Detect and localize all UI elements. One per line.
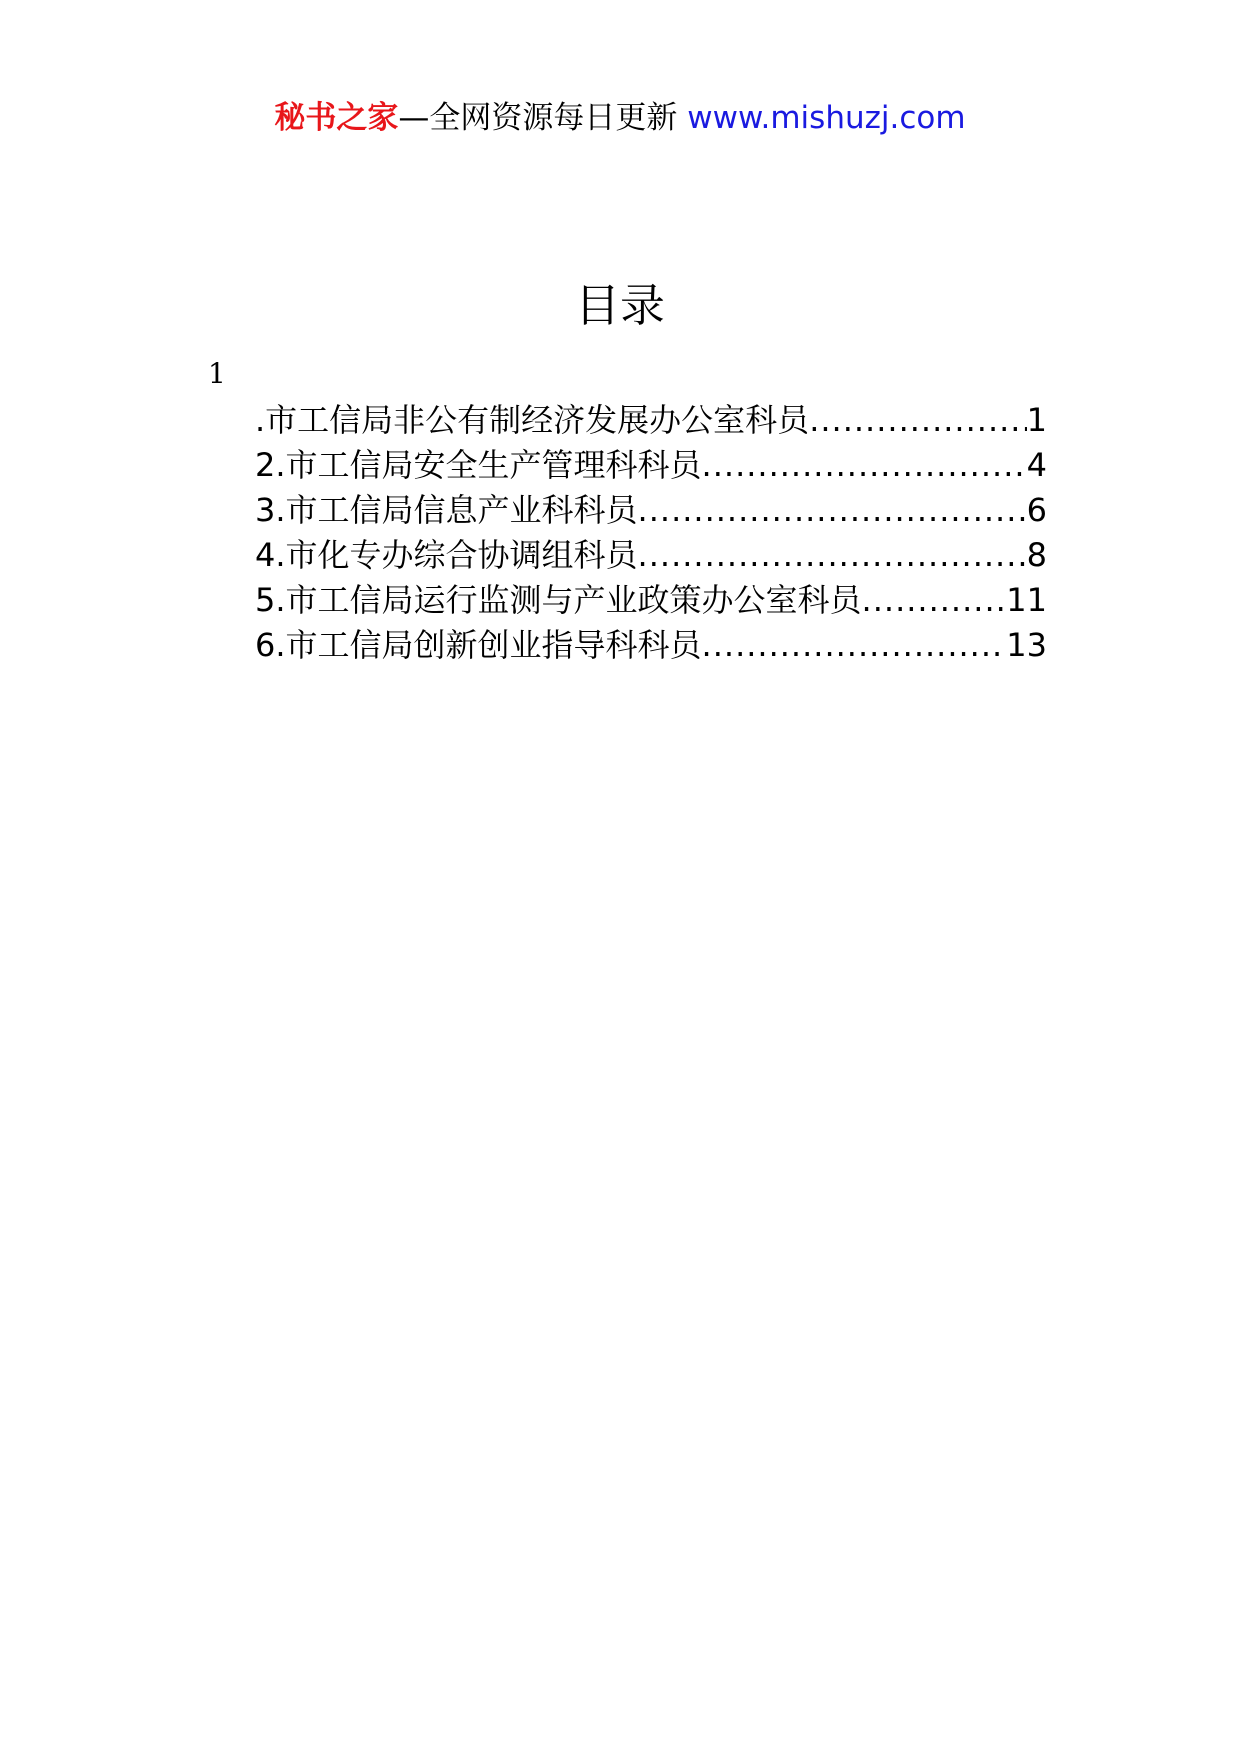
toc-entry[interactable]: [255, 488, 1047, 533]
document-title: 目录: [574, 279, 665, 332]
toc-entry[interactable]: [255, 533, 1047, 578]
toc-entry[interactable]: [255, 623, 1047, 668]
toc-entry-label: 6.市工信局创新创业指导科科员: [255, 626, 702, 664]
toc-entry-page: 8: [1026, 536, 1047, 574]
toc-entry-page: 1: [1026, 401, 1047, 439]
toc-entry-label: .市工信局非公有制经济发展办公室科员: [255, 401, 810, 439]
toc-dot-leader: [638, 533, 1027, 577]
toc-entry[interactable]: [255, 578, 1047, 623]
toc-entry-label: 2.市工信局安全生产管理科科员: [255, 446, 702, 484]
toc-entry[interactable]: [255, 398, 1047, 443]
toc-dot-leader: [862, 578, 1007, 622]
toc-dot-leader: [702, 623, 1007, 667]
toc-entry-page: 11: [1006, 581, 1047, 619]
toc-entry-label: 3.市工信局信息产业科科员: [255, 491, 638, 529]
site-header: [0, 98, 1240, 138]
stray-page-number: 1: [208, 357, 226, 390]
brand-name: 秘书之家: [274, 100, 399, 136]
toc-dot-leader: [809, 398, 1026, 442]
toc-dot-leader: [638, 488, 1027, 532]
site-url[interactable]: www.mishuzj.com: [687, 100, 966, 136]
toc-entry-page: 4: [1026, 446, 1047, 484]
toc-entry-label: 4.市化专办综合协调组科员: [255, 536, 638, 574]
toc-entry-page: 6: [1026, 491, 1047, 529]
toc-dot-leader: [702, 443, 1027, 487]
table-of-contents: [255, 398, 1047, 668]
toc-entry-label: 5.市工信局运行监测与产业政策办公室科员: [255, 581, 862, 619]
toc-entry-page: 13: [1006, 626, 1047, 664]
toc-entry[interactable]: [255, 443, 1047, 488]
header-slogan: —全网资源每日更新: [398, 100, 688, 136]
